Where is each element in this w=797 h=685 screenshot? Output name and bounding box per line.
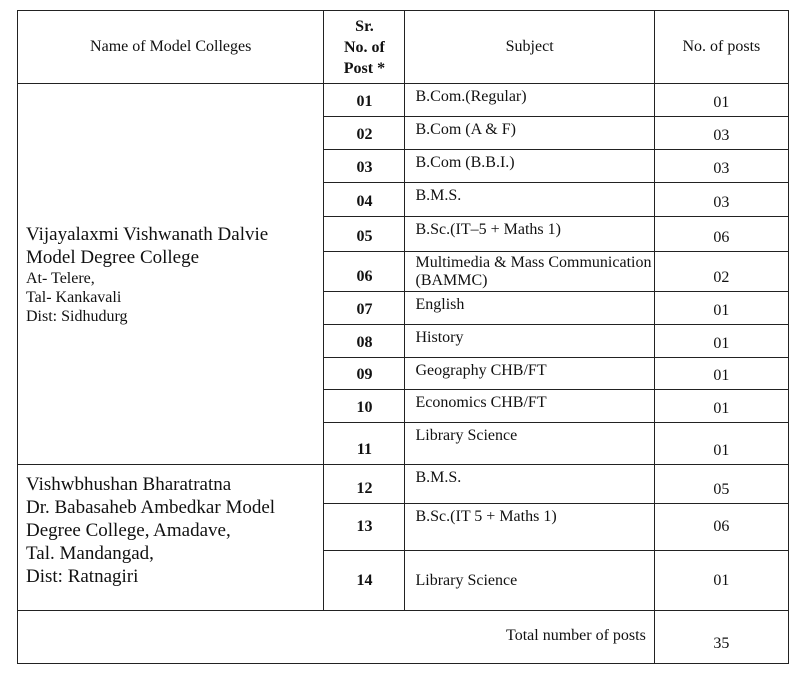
table-row [18,465,789,504]
posts-cell: 06 [654,217,788,252]
sr-cell: 08 [324,325,405,358]
sr-cell: 02 [324,117,405,150]
subject-cell: Geography CHB/FT [405,358,654,390]
sr-cell: 05 [324,217,405,252]
posts-cell: 06 [654,504,788,551]
subject-cell: B.Sc.(IT 5 + Maths 1) [405,504,654,551]
posts-cell: 02 [654,252,788,292]
subject-cell: English [405,292,654,325]
subject-cell: Library Science [405,551,654,611]
college-2-cell: Vishwbhushan Bharatratna Dr. Babasaheb Ambedkar Model Degree College, Amadave, Tal. Mandangad, Dist: Ratnagiri [18,465,324,611]
subject-cell: B.Sc.(IT–5 + Maths 1) [405,217,654,252]
posts-cell: 03 [654,117,788,150]
header-row [18,11,789,84]
posts-cell: 01 [654,84,788,117]
sr-cell: 14 [324,551,405,611]
subject-cell: B.Com.(Regular) [405,84,654,117]
subject-cell: B.M.S. [405,183,654,217]
posts-cell: 01 [654,325,788,358]
subject-cell: Multimedia & Mass Communication (BAMMC) [405,252,654,292]
sr-cell: 11 [324,423,405,465]
posts-cell: 01 [654,292,788,325]
subject-cell: B.Com (B.B.I.) [405,150,654,183]
college-1-cell: Vijayalaxmi Vishwanath Dalvie Model Degree College At- Telere, Tal- Kankavali Dist: Sidhudurg [18,84,324,465]
sr-cell: 03 [324,150,405,183]
sr-cell: 13 [324,504,405,551]
posts-cell: 01 [654,358,788,390]
subject-cell: B.Com (A & F) [405,117,654,150]
sr-cell: 01 [324,84,405,117]
posts-cell: 03 [654,150,788,183]
subject-cell: Economics CHB/FT [405,390,654,423]
total-value: 35 [654,611,788,664]
subject-cell: Library Science [405,423,654,465]
sr-cell: 10 [324,390,405,423]
header-posts: No. of posts [654,11,788,84]
posts-cell: 03 [654,183,788,217]
total-row [18,611,789,664]
posts-cell: 05 [654,465,788,504]
subject-cell: History [405,325,654,358]
header-college: Name of Model Colleges [18,11,324,84]
header-sr-no: Sr. No. of Post * [324,11,405,84]
total-label: Total number of posts [18,611,655,664]
table-row [18,84,789,117]
posts-cell: 01 [654,390,788,423]
subject-cell: B.M.S. [405,465,654,504]
posts-cell: 01 [654,551,788,611]
sr-cell: 06 [324,252,405,292]
sr-cell: 09 [324,358,405,390]
sr-cell: 07 [324,292,405,325]
sr-cell: 04 [324,183,405,217]
header-subject: Subject [405,11,654,84]
posts-table [17,10,789,664]
sr-cell: 12 [324,465,405,504]
posts-cell: 01 [654,423,788,465]
